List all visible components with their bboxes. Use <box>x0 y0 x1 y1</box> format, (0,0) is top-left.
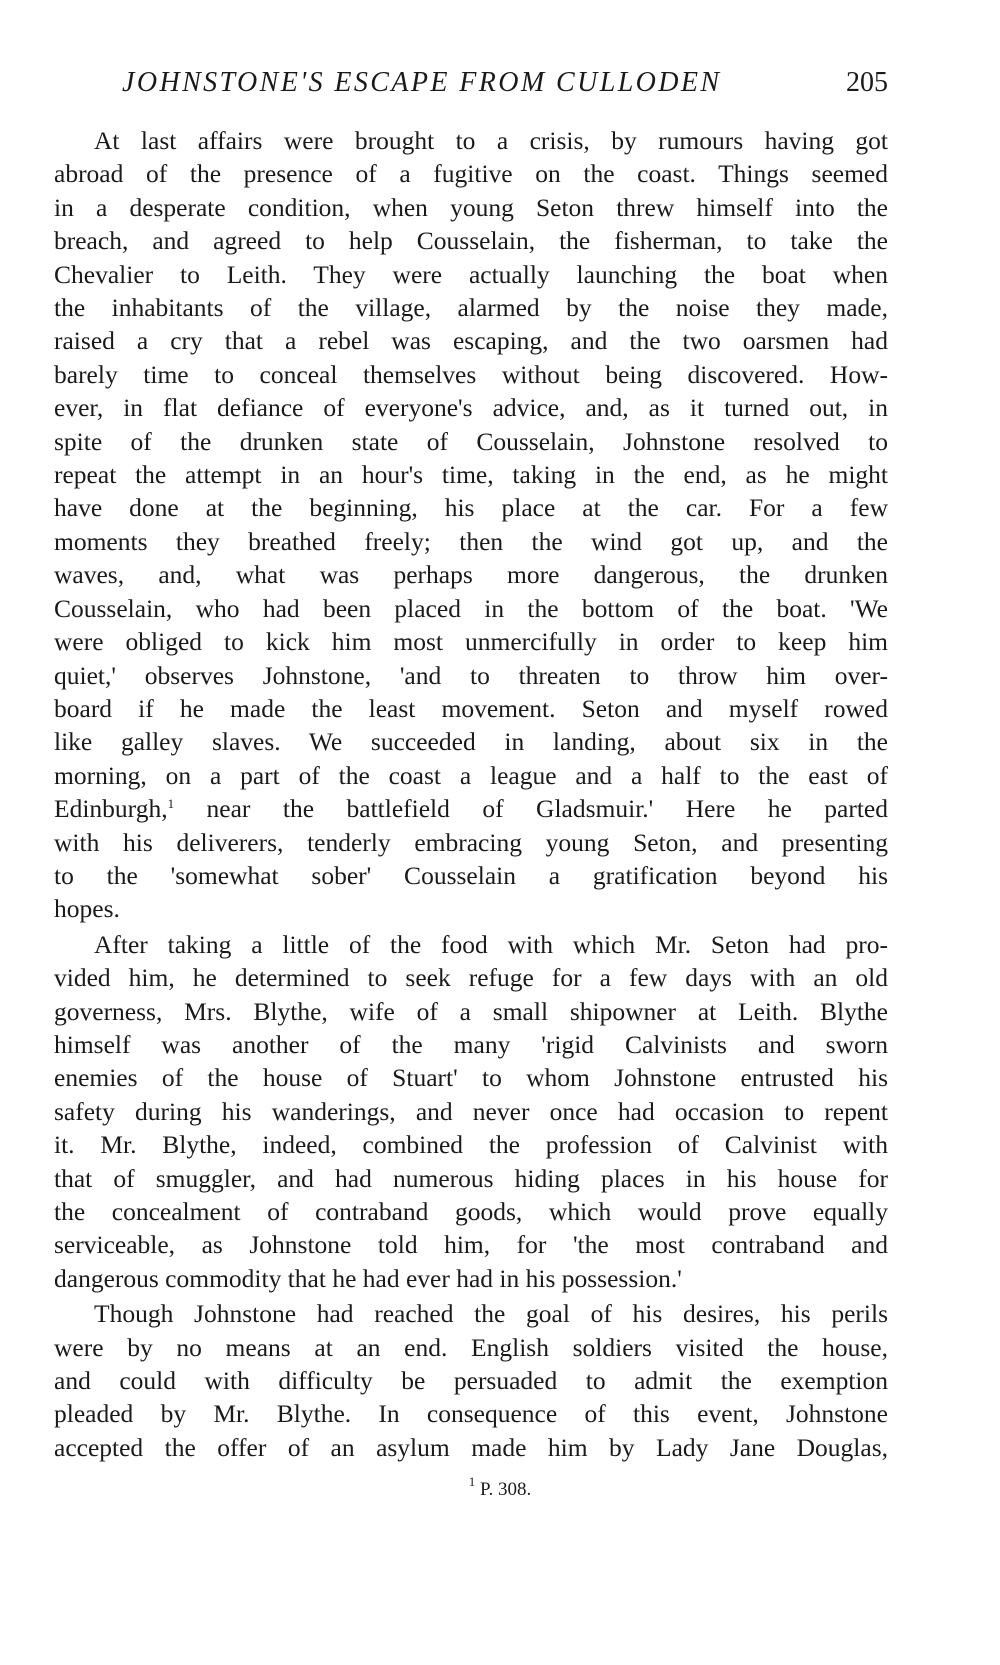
text-line: dangerous commodity that he had ever had in his possession.' <box>54 1263 682 1293</box>
text-line: were obliged to kick him most unmercifully in order to keep him <box>54 627 888 657</box>
text-line: safety during his wanderings, and never once had occasion to repent <box>54 1096 888 1126</box>
page-number: 205 <box>846 67 888 98</box>
text-line: have done at the beginning, his place at the car. For a few <box>54 493 888 523</box>
text-line: like galley slaves. We succeeded in landing, about six in the <box>54 727 888 757</box>
running-head: JOHNSTONE'S ESCAPE FROM CULLODEN <box>122 67 722 98</box>
text-line: Though Johnstone had reached the goal of his desires, his perils <box>94 1299 888 1329</box>
text-line: breach, and agreed to help Cousselain, the fisherman, to take the <box>54 226 888 256</box>
text-line: to the 'somewhat sober' Cousselain a gratification beyond his <box>54 860 888 890</box>
text-line: hopes. <box>54 894 120 924</box>
text-line: himself was another of the many 'rigid Calvinists and sworn <box>54 1029 888 1059</box>
text-line: that of smuggler, and had numerous hiding places in his house for <box>54 1163 888 1193</box>
text-line: After taking a little of the food with which Mr. Seton had pro- <box>94 929 888 959</box>
text-line: in a desperate condition, when young Seton threw himself into the <box>54 192 888 222</box>
text-line-with-footnote-ref <box>54 792 888 825</box>
text-line: were by no means at an end. English soldiers visited the house, <box>54 1332 888 1362</box>
body-text <box>54 124 888 1466</box>
text-line: At last affairs were brought to a crisis, by rumours having got <box>94 126 888 155</box>
text-line: waves, and, what was perhaps more dangerous, the drunken <box>54 560 888 590</box>
text-line: ever, in flat defiance of everyone's advice, and, as it turned out, in <box>54 393 888 423</box>
text-line: morning, on a part of the coast a league and a half to the east of <box>54 760 888 790</box>
text-line: moments they breathed freely; then the wind got up, and the <box>54 526 888 556</box>
text-line: serviceable, as Johnstone told him, for 'the most contraband and <box>54 1230 888 1260</box>
paragraph-3 <box>54 1297 888 1464</box>
text-line: vided him, he determined to seek refuge for a few days with an old <box>54 963 888 993</box>
footnote-marker: 1 <box>468 1474 476 1489</box>
text-line: quiet,' observes Johnstone, 'and to threaten to throw him over- <box>54 660 888 690</box>
text-line: it. Mr. Blythe, indeed, combined the profession of Calvinist with <box>54 1130 888 1160</box>
page-header <box>54 66 888 100</box>
text-line: the inhabitants of the village, alarmed by the noise they made, <box>54 293 888 323</box>
footnote-reference: 1 <box>167 796 175 812</box>
footnote-text: P. 308. <box>480 1479 532 1500</box>
text-fragment: Edinburgh, <box>54 794 168 824</box>
text-fragment: near the battlefield of Gladsmuir.' Here he parted <box>174 794 888 824</box>
text-line: pleaded by Mr. Blythe. In consequence of this event, Johnstone <box>54 1399 888 1429</box>
text-line: board if he made the least movement. Seton and myself rowed <box>54 693 888 723</box>
text-line: and could with difficulty be persuaded to admit the exemption <box>54 1366 888 1396</box>
text-line: Cousselain, who had been placed in the bottom of the boat. 'We <box>54 593 888 623</box>
text-line: governess, Mrs. Blythe, wife of a small shipowner at Leith. Blythe <box>54 996 888 1026</box>
text-line: accepted the offer of an asylum made him by Lady Jane Douglas, <box>54 1432 888 1462</box>
paragraph-1 <box>54 124 888 926</box>
text-line: the concealment of contraband goods, which would prove equally <box>54 1197 888 1226</box>
text-line: spite of the drunken state of Cousselain, Johnstone resolved to <box>54 426 888 456</box>
text-line: abroad of the presence of a fugitive on the coast. Things seemed <box>54 159 888 189</box>
text-line: raised a cry that a rebel was escaping, and the two oarsmen had <box>54 326 888 356</box>
text-line: with his deliverers, tenderly embracing young Seton, and presenting <box>54 827 888 857</box>
text-line: Chevalier to Leith. They were actually launching the boat when <box>54 259 888 289</box>
text-line: barely time to conceal themselves without being discovered. How- <box>54 359 888 389</box>
paragraph-2 <box>54 928 888 1295</box>
text-line: enemies of the house of Stuart' to whom Johnstone entrusted his <box>54 1063 888 1093</box>
text-line: repeat the attempt in an hour's time, taking in the end, as he might <box>54 460 888 490</box>
footnote <box>0 1474 1000 1502</box>
